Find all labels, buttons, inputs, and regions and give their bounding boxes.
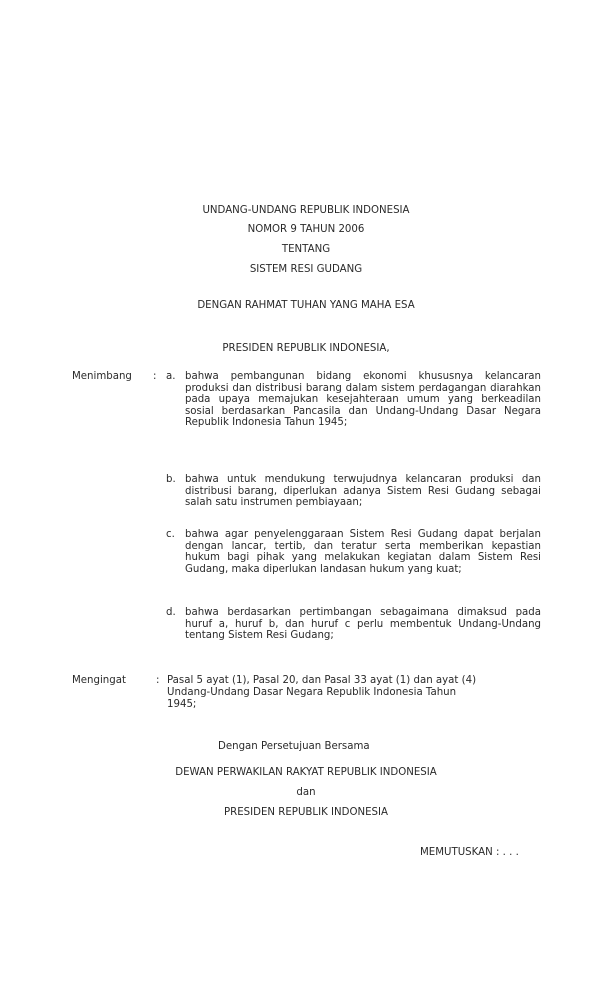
continuation-memutuskan: MEMUTUSKAN : . . .	[420, 847, 519, 858]
item-c-marker: c.	[166, 529, 175, 540]
item-b-text: bahwa untuk mendukung terwujudnya kelancaran produksi dan distribusi barang, diperlukan adanya Sistem Resi Gudang sebagai salah satu instrumen pembiayaan;	[185, 474, 541, 509]
item-a-text: bahwa pembangunan bidang ekonomi khususnya kelancaran produksi dan distribusi barang dalam sistem perdagangan diarahkan pada upaya memajukan kesejahteraan umum yang berkeadilan sosial berdasarkan Pancasila dan Undang-Undang Dasar Negara Republik Indonesia Tahun 1945;	[185, 371, 541, 429]
law-title: UNDANG-UNDANG REPUBLIK INDONESIA	[202, 205, 410, 216]
item-c-text: bahwa agar penyelenggaraan Sistem Resi Gudang dapat berjalan dengan lancar, tertib, dan teratur serta memberikan kepastian hukum bagi pihak yang melakukan kegiatan dalam Sistem Resi Gudang, maka diperlukan landasan hukum yang kuat;	[185, 529, 541, 575]
law-about: TENTANG	[281, 244, 331, 255]
item-a-marker: a.	[166, 371, 176, 382]
item-b-marker: b.	[166, 474, 176, 485]
mengingat-line-1: Pasal 5 ayat (1), Pasal 20, dan Pasal 33 ayat (1) dan ayat (4)	[167, 675, 477, 686]
menimbang-label: Menimbang	[72, 371, 132, 382]
approval-conjunction: dan	[296, 787, 316, 798]
mengingat-line-2: Undang-Undang Dasar Negara Republik Indonesia Tahun	[167, 687, 457, 698]
approval-intro: Dengan Persetujuan Bersama	[218, 741, 370, 752]
invocation: DENGAN RAHMAT TUHAN YANG MAHA ESA	[197, 300, 415, 311]
law-number: NOMOR 9 TAHUN 2006	[247, 224, 365, 235]
menimbang-colon: :	[153, 371, 157, 382]
mengingat-line-3: 1945;	[167, 699, 197, 710]
issuer: PRESIDEN REPUBLIK INDONESIA,	[222, 343, 390, 354]
mengingat-colon: :	[156, 675, 160, 686]
approval-party-president: PRESIDEN REPUBLIK INDONESIA	[224, 807, 388, 818]
item-d-text: bahwa berdasarkan pertimbangan sebagaimana dimaksud pada huruf a, huruf b, dan huruf c perlu membentuk Undang-Undang tentang Sistem Resi Gudang;	[185, 607, 541, 642]
approval-party-dpr: DEWAN PERWAKILAN RAKYAT REPUBLIK INDONESIA	[175, 767, 437, 778]
mengingat-label: Mengingat	[72, 675, 126, 686]
law-subject: SISTEM RESI GUDANG	[249, 264, 363, 275]
item-d-marker: d.	[166, 607, 176, 618]
